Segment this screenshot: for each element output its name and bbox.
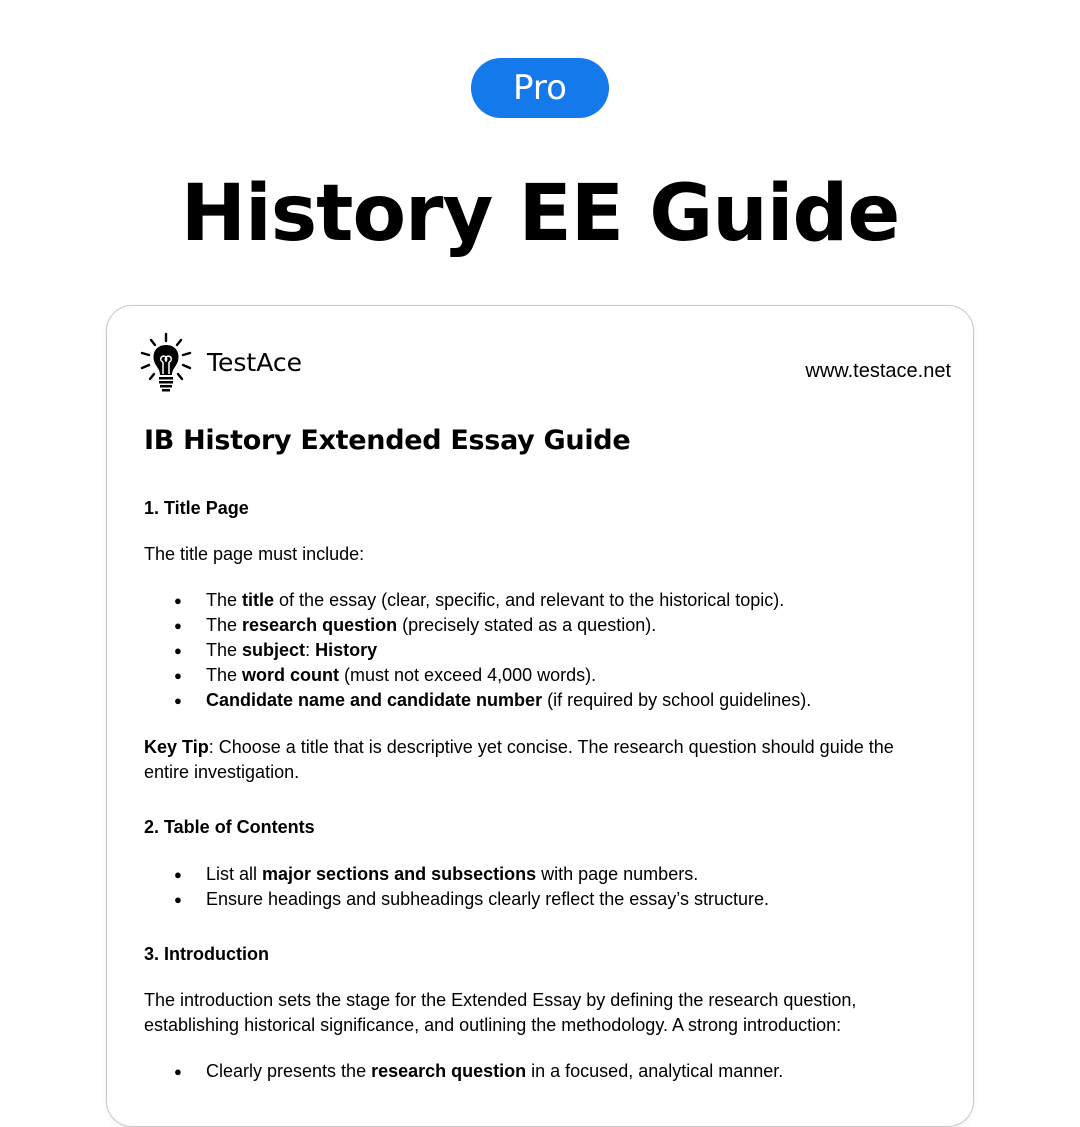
- page-title: History EE Guide: [180, 169, 900, 259]
- bold-text: subject: [242, 640, 306, 660]
- text-run: The: [206, 615, 243, 635]
- brand-logo: [139, 332, 302, 392]
- document-preview: [106, 305, 974, 1127]
- text-run: (if required by school guidelines).: [542, 690, 812, 710]
- text-run: in a focused, analytical manner.: [526, 1061, 784, 1081]
- list-item: [144, 588, 811, 613]
- bold-text: Key Tip: [144, 737, 209, 757]
- brand-name: TestAce: [207, 347, 303, 377]
- text-run: The: [206, 665, 243, 685]
- bullet-list: [144, 1059, 783, 1084]
- lightbulb-icon: [139, 332, 193, 392]
- bold-text: research question: [242, 615, 398, 635]
- paragraph: The title page must include:: [144, 544, 365, 564]
- section-heading: 1. Title Page: [144, 498, 249, 518]
- list-item: [144, 638, 811, 663]
- list-item: [144, 613, 811, 638]
- text-run: of the essay (clear, specific, and relevant to the historical topic).: [274, 590, 785, 610]
- paragraph: establishing historical significance, and outlining the methodology. A strong introduction:: [144, 1015, 842, 1035]
- text-run: (precisely stated as a question).: [397, 615, 657, 635]
- text-run: The: [206, 590, 243, 610]
- pro-badge: Pro: [471, 58, 609, 118]
- document-title: IB History Extended Essay Guide: [144, 425, 631, 456]
- list-item: [144, 663, 811, 688]
- bold-text: word count: [242, 665, 340, 685]
- section-heading: 3. Introduction: [144, 944, 269, 964]
- paragraph: The introduction sets the stage for the Extended Essay by defining the research question,: [144, 990, 857, 1010]
- text-run: The: [206, 640, 243, 660]
- list-item: [144, 862, 769, 887]
- bold-text: History: [315, 640, 378, 660]
- text-run: :: [305, 640, 316, 660]
- bold-text: Candidate name and candidate number: [206, 690, 543, 710]
- key-tip: [144, 735, 894, 760]
- text-run: Ensure headings and subheadings clearly reflect the essay’s structure.: [206, 889, 769, 909]
- brand-url[interactable]: www.testace.net: [805, 360, 951, 382]
- text-run: Clearly presents the: [206, 1061, 372, 1081]
- text-run: (must not exceed 4,000 words).: [339, 665, 597, 685]
- bold-text: major sections and subsections: [262, 864, 537, 884]
- bold-text: title: [242, 590, 275, 610]
- text-run: with page numbers.: [536, 864, 699, 884]
- key-tip-continued: entire investigation.: [144, 762, 300, 782]
- text-run: List all: [206, 864, 263, 884]
- list-item: [144, 1059, 783, 1084]
- section-heading: 2. Table of Contents: [144, 817, 315, 837]
- bullet-list: [144, 862, 769, 912]
- bullet-list: [144, 588, 811, 713]
- list-item: [144, 887, 769, 912]
- text-run: : Choose a title that is descriptive yet concise. The research question should guide the: [208, 737, 894, 757]
- list-item: [144, 688, 811, 713]
- bold-text: research question: [371, 1061, 527, 1081]
